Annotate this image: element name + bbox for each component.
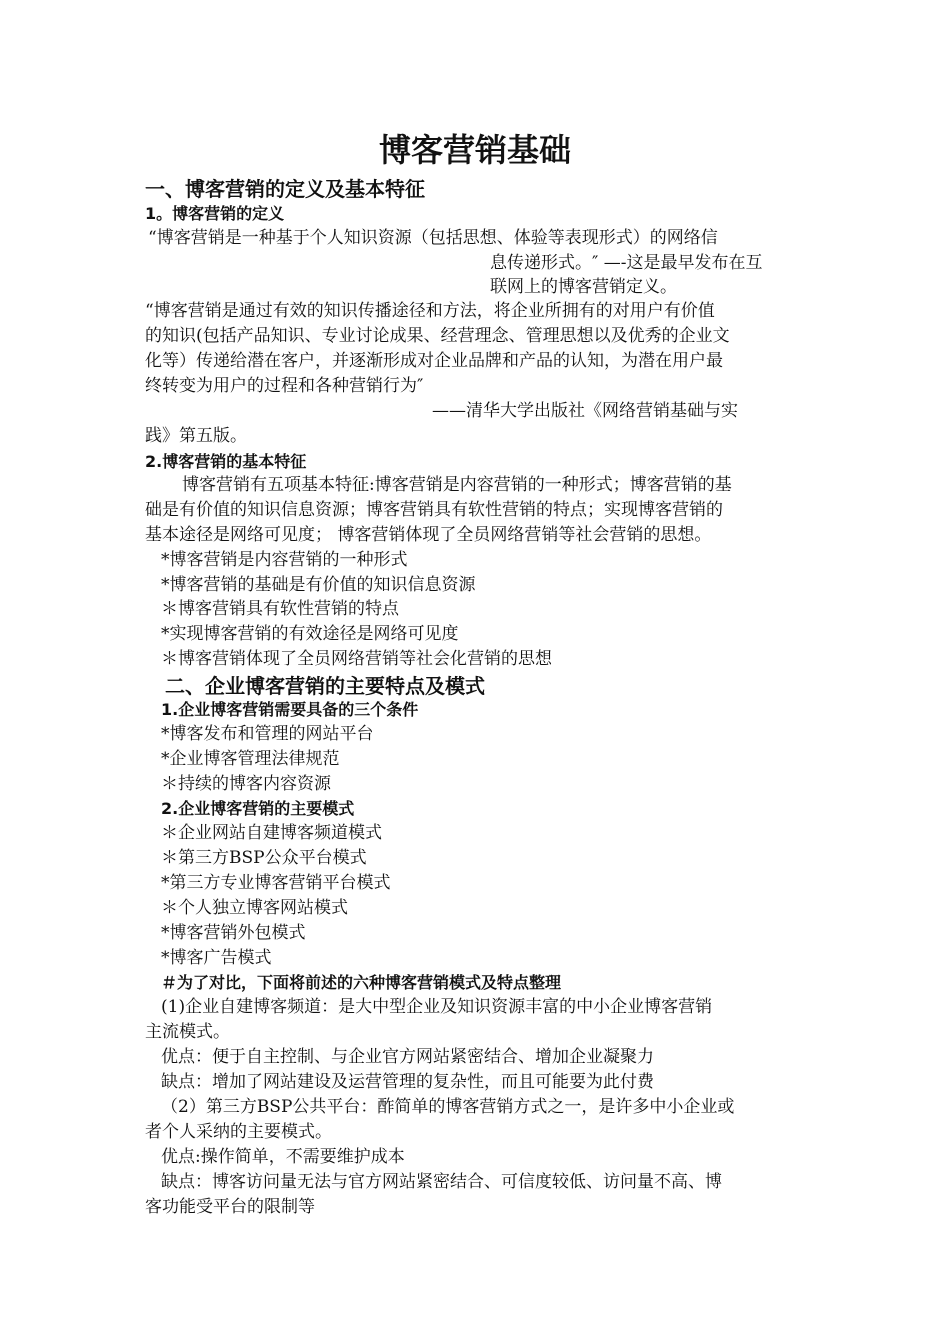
subsection-2-1-heading: 1.企业博客营销需要具备的三个条件 [161,700,419,719]
features-paragraph-line-1: 博客营销有五项基本特征:博客营销是内容营销的一种形式；博客营销的基 [182,475,732,495]
feature-bullet-3: ＊博客营销具有软性营销的特点 [161,599,399,619]
page-title: 博客营销基础 [378,131,571,169]
mode-bullet-2: ＊第三方BSP公众平台模式 [161,848,367,868]
feature-bullet-4: *实现博客营销的有效途径是网络可见度 [161,624,459,644]
mode-2-cons-line-2: 客功能受平台的限制等 [145,1197,315,1217]
mode-1-cons: 缺点：增加了网站建设及运营管理的复杂性，而且可能要为此付费 [161,1072,654,1092]
mode-1-description-line-2: 主流模式。 [145,1022,230,1042]
feature-bullet-5: ＊博客营销体现了全员网络营销等社会化营销的思想 [161,649,552,669]
definition-2-line-4: 终转变为用户的过程和各种营销行为″ [145,376,424,396]
mode-1-pros: 优点：便于自主控制、与企业官方网站紧密结合、增加企业凝聚力 [161,1047,654,1067]
section-1-heading: 一、博客营销的定义及基本特征 [145,177,425,201]
definition-1-line-2: 息传递形式。″ —-这是最早发布在互 [490,253,763,273]
condition-bullet-1: *博客发布和管理的网站平台 [161,724,374,744]
mode-bullet-5: *博客营销外包模式 [161,923,306,943]
mode-bullet-1: ＊企业网站自建博客频道模式 [161,823,382,843]
source-line-2: 践》第五版。 [145,426,247,446]
definition-2-line-1: “博客营销是通过有效的知识传播途径和方法，将企业所拥有的对用户有价值 [145,301,715,321]
features-paragraph-line-2: 础是有价值的知识信息资源；博客营销具有软性营销的特点；实现博客营销的 [145,500,723,520]
definition-1-line-1: “博客营销是一种基于个人知识资源（包括思想、体验等表现形式）的网络信 [148,228,718,248]
mode-2-pros: 优点:操作简单，不需要维护成本 [161,1147,405,1167]
feature-bullet-2: *博客营销的基础是有价值的知识信息资源 [161,575,476,595]
definition-2-line-2: 的知识(包括产品知识、专业讨论成果、经营理念、管理思想以及优秀的企业文 [145,326,730,346]
section-2-heading: 二、企业博客营销的主要特点及模式 [165,674,485,698]
mode-2-description-line-2: 者个人采纳的主要模式。 [145,1122,332,1142]
feature-bullet-1: *博客营销是内容营销的一种形式 [161,550,408,570]
mode-bullet-6: *博客广告模式 [161,948,272,968]
subsection-2-2-heading: 2.企业博客营销的主要模式 [161,799,355,818]
mode-2-description-line-1: （2）第三方BSP公共平台：酢简单的博客营销方式之一，是许多中小企业或 [161,1097,735,1117]
subsection-1-1-heading: 1。博客营销的定义 [145,204,285,223]
definition-2-line-3: 化等）传递给潜在客户，并逐渐形成对企业品牌和产品的认知，为潜在用户最 [145,351,723,371]
condition-bullet-2: *企业博客管理法律规范 [161,749,340,769]
mode-bullet-4: ＊个人独立博客网站模式 [161,898,348,918]
mode-2-cons-line-1: 缺点：博客访问量无法与官方网站紧密结合、可信度较低、访问量不高、博 [161,1172,722,1192]
comparison-heading: ＃为了对比，下面将前述的六种博客营销模式及特点整理 [161,973,562,992]
mode-1-description-line-1: (1)企业自建博客频道：是大中型企业及知识资源丰富的中小企业博客营销 [161,997,713,1017]
subsection-1-2-heading: 2.博客营销的基本特征 [145,452,307,471]
definition-1-line-3: 联网上的博客营销定义。 [490,277,677,297]
mode-bullet-3: *第三方专业博客营销平台模式 [161,873,391,893]
features-paragraph-line-3: 基本途径是网络可见度； 博客营销体现了全员网络营销等社会营销的思想。 [145,525,712,545]
condition-bullet-3: ＊持续的博客内容资源 [161,774,331,794]
source-line-1: ——清华大学出版社《网络营销基础与实 [432,401,738,421]
